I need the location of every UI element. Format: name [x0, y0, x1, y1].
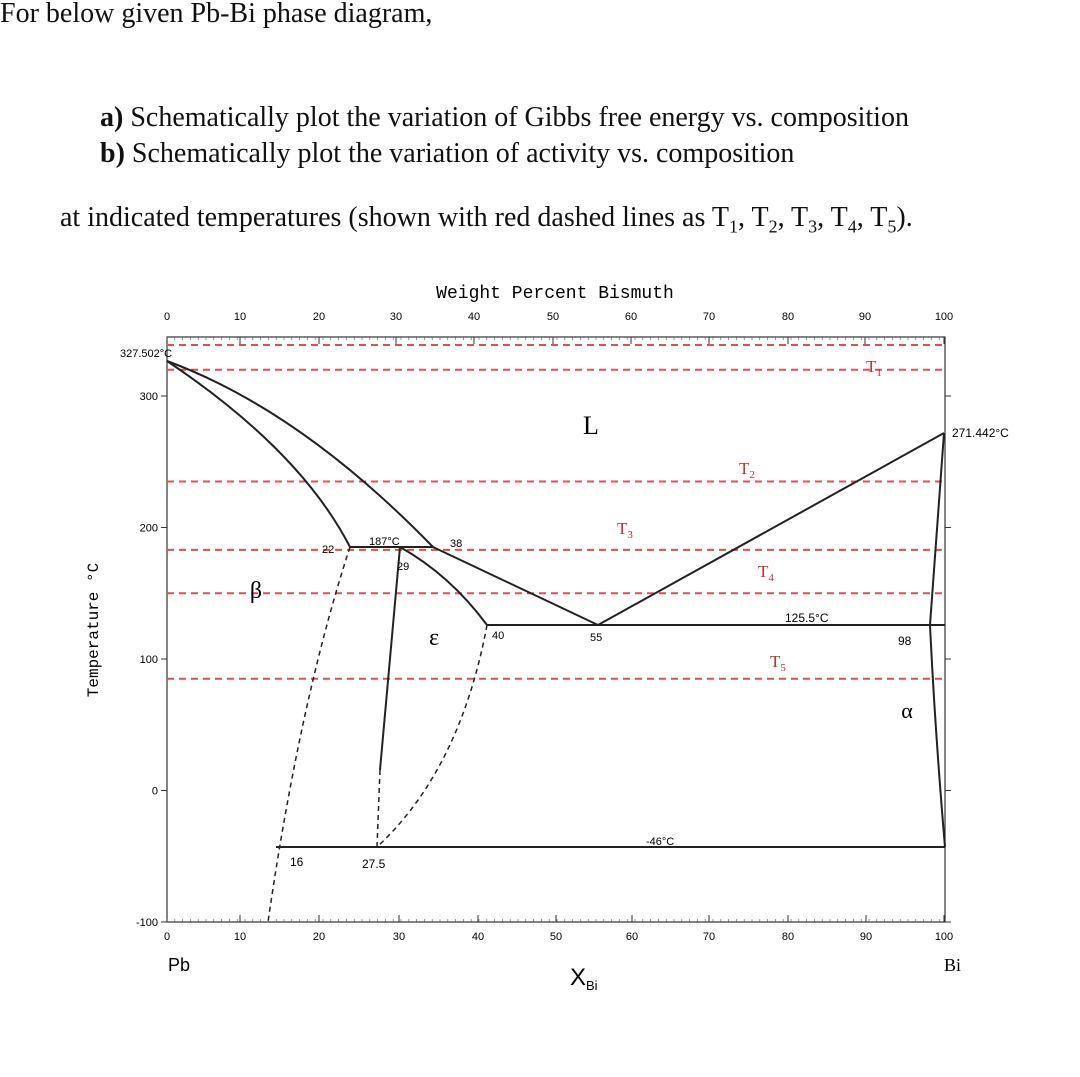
top-tick-label: 90 [858, 311, 872, 323]
x-axis-title [570, 964, 598, 993]
note-sub-4: 4 [847, 216, 857, 237]
top-tick-label: 0 [163, 311, 171, 323]
phase-diagram [0, 270, 1080, 1000]
liquid-phase-label: L [583, 411, 599, 440]
bottom-tick-label: 10 [233, 931, 247, 943]
epsilon-phase-label: ε [428, 625, 440, 651]
alpha-solidus [930, 433, 944, 625]
y-tick-label: -100 [135, 917, 158, 929]
top-tick-label: 20 [312, 311, 326, 323]
composition-22-label: 22 [322, 544, 335, 556]
t-label-2 [739, 459, 755, 481]
plot-frame [167, 337, 945, 922]
t-labels [617, 357, 882, 674]
t-label-5 [770, 652, 786, 674]
top-axis-title: Weight Percent Bismuth [436, 284, 674, 304]
t-label-3 [617, 519, 633, 541]
composition-40-label: 40 [492, 630, 505, 642]
beta-phase-label: β [249, 578, 263, 604]
part-a-label: a) [100, 102, 124, 133]
temperature-lines [167, 345, 945, 679]
top-tick-label: 10 [233, 311, 247, 323]
note-suffix: ). [896, 202, 913, 233]
epsilon-right-dashed [377, 625, 487, 847]
peritectic-temp-label: 187°C [369, 536, 400, 548]
bottom-tick-label: 70 [702, 931, 716, 943]
t-label-1 [866, 357, 882, 379]
bottom-tick-label: 30 [392, 931, 406, 943]
top-tick-label: 70 [702, 311, 716, 323]
low-temp-label: -46°C [646, 836, 675, 848]
y-tick-label: 300 [139, 391, 158, 403]
bi-element-label: Bi [944, 955, 962, 975]
axis-ticks [161, 337, 951, 922]
liquidus-mid [433, 547, 598, 625]
composition-98-label: 98 [898, 634, 912, 648]
note-sub-1: 1 [728, 216, 738, 237]
melting-pb-label: 327.502°C [120, 348, 173, 360]
liquidus-right [598, 433, 944, 625]
top-tick-labels [164, 311, 953, 323]
bottom-tick-label: 100 [934, 931, 954, 943]
question-note: at indicated temperatures (shown with red dashed lines as $T_1$, $T_2$, $T_3$, $T_4$, $T_5$). [60, 202, 913, 237]
bottom-tick-label: 90 [859, 931, 873, 943]
melting-bi-label: 271.442°C [952, 426, 1009, 440]
t-label-base: T [866, 357, 877, 376]
t-label-sub: 2 [749, 469, 755, 481]
t-label-sub: 5 [780, 662, 786, 674]
composition-55-label: 55 [590, 632, 603, 644]
top-tick-label: 40 [467, 311, 481, 323]
top-tick-label: 100 [934, 311, 954, 323]
t-label-base: T [739, 459, 750, 478]
bottom-tick-label: 40 [471, 931, 485, 943]
bottom-tick-label: 50 [549, 931, 563, 943]
alpha-phase-label: α [901, 698, 913, 723]
y-tick-label: 100 [139, 654, 158, 666]
pb-element-label: Pb [168, 955, 191, 975]
bottom-tick-label: 20 [312, 931, 326, 943]
question-part-b [100, 140, 794, 168]
y-tick-label: 200 [139, 522, 158, 535]
bottom-tick-labels [164, 931, 953, 943]
epsilon-left-dashed [377, 770, 380, 847]
top-tick-label: 50 [546, 311, 560, 323]
epsilon-boundary-right [400, 547, 487, 625]
bottom-tick-label: 60 [625, 931, 639, 943]
t-label-sub: 1 [876, 367, 882, 379]
t-label-sub: 3 [627, 529, 633, 541]
top-tick-label: 30 [389, 311, 403, 323]
t-label-base: T [758, 562, 769, 581]
top-tick-label: 60 [624, 311, 638, 323]
epsilon-boundary-left [380, 547, 400, 770]
phase-boundaries [167, 361, 945, 847]
t-label-base: T [617, 519, 628, 538]
composition-27-5-label: 27.5 [362, 857, 386, 871]
bottom-tick-label: 80 [781, 931, 795, 943]
part-b-label: b) [100, 138, 125, 169]
beta-solvus [268, 547, 350, 922]
part-a-text: Schematically plot the variation of Gibbs free energy vs. composition [130, 102, 909, 133]
eutectic-temp-label: 125.5°C [785, 611, 829, 625]
x-axis-title-base: X [570, 964, 587, 991]
part-b-text: Schematically plot the variation of activity vs. composition [131, 138, 795, 169]
t-label-base: T [770, 652, 781, 671]
y-tick-label: 0 [151, 785, 158, 798]
question-part-a [100, 104, 909, 132]
alpha-solvus [930, 625, 945, 847]
note-prefix: at indicated temperatures (shown with red dashed lines as T [60, 202, 729, 233]
y-axis-title: Temperature °C [85, 562, 103, 698]
note-sub-2: 2 [768, 216, 778, 237]
bottom-tick-label: 0 [163, 931, 171, 943]
x-axis-title-sub: Bi [586, 978, 598, 993]
question-intro: For below given Pb-Bi phase diagram, [0, 0, 433, 29]
t-label-4 [758, 562, 774, 584]
y-tick-labels [136, 391, 158, 929]
t-label-sub: 4 [768, 572, 774, 584]
top-tick-label: 80 [781, 311, 795, 323]
note-sub-3: 3 [808, 216, 818, 237]
composition-38-label: 38 [450, 538, 463, 550]
note-sub-5: 5 [887, 216, 897, 237]
composition-29-label: 29 [397, 561, 410, 573]
composition-16-label: 16 [290, 855, 304, 869]
solidus-left [167, 361, 350, 547]
